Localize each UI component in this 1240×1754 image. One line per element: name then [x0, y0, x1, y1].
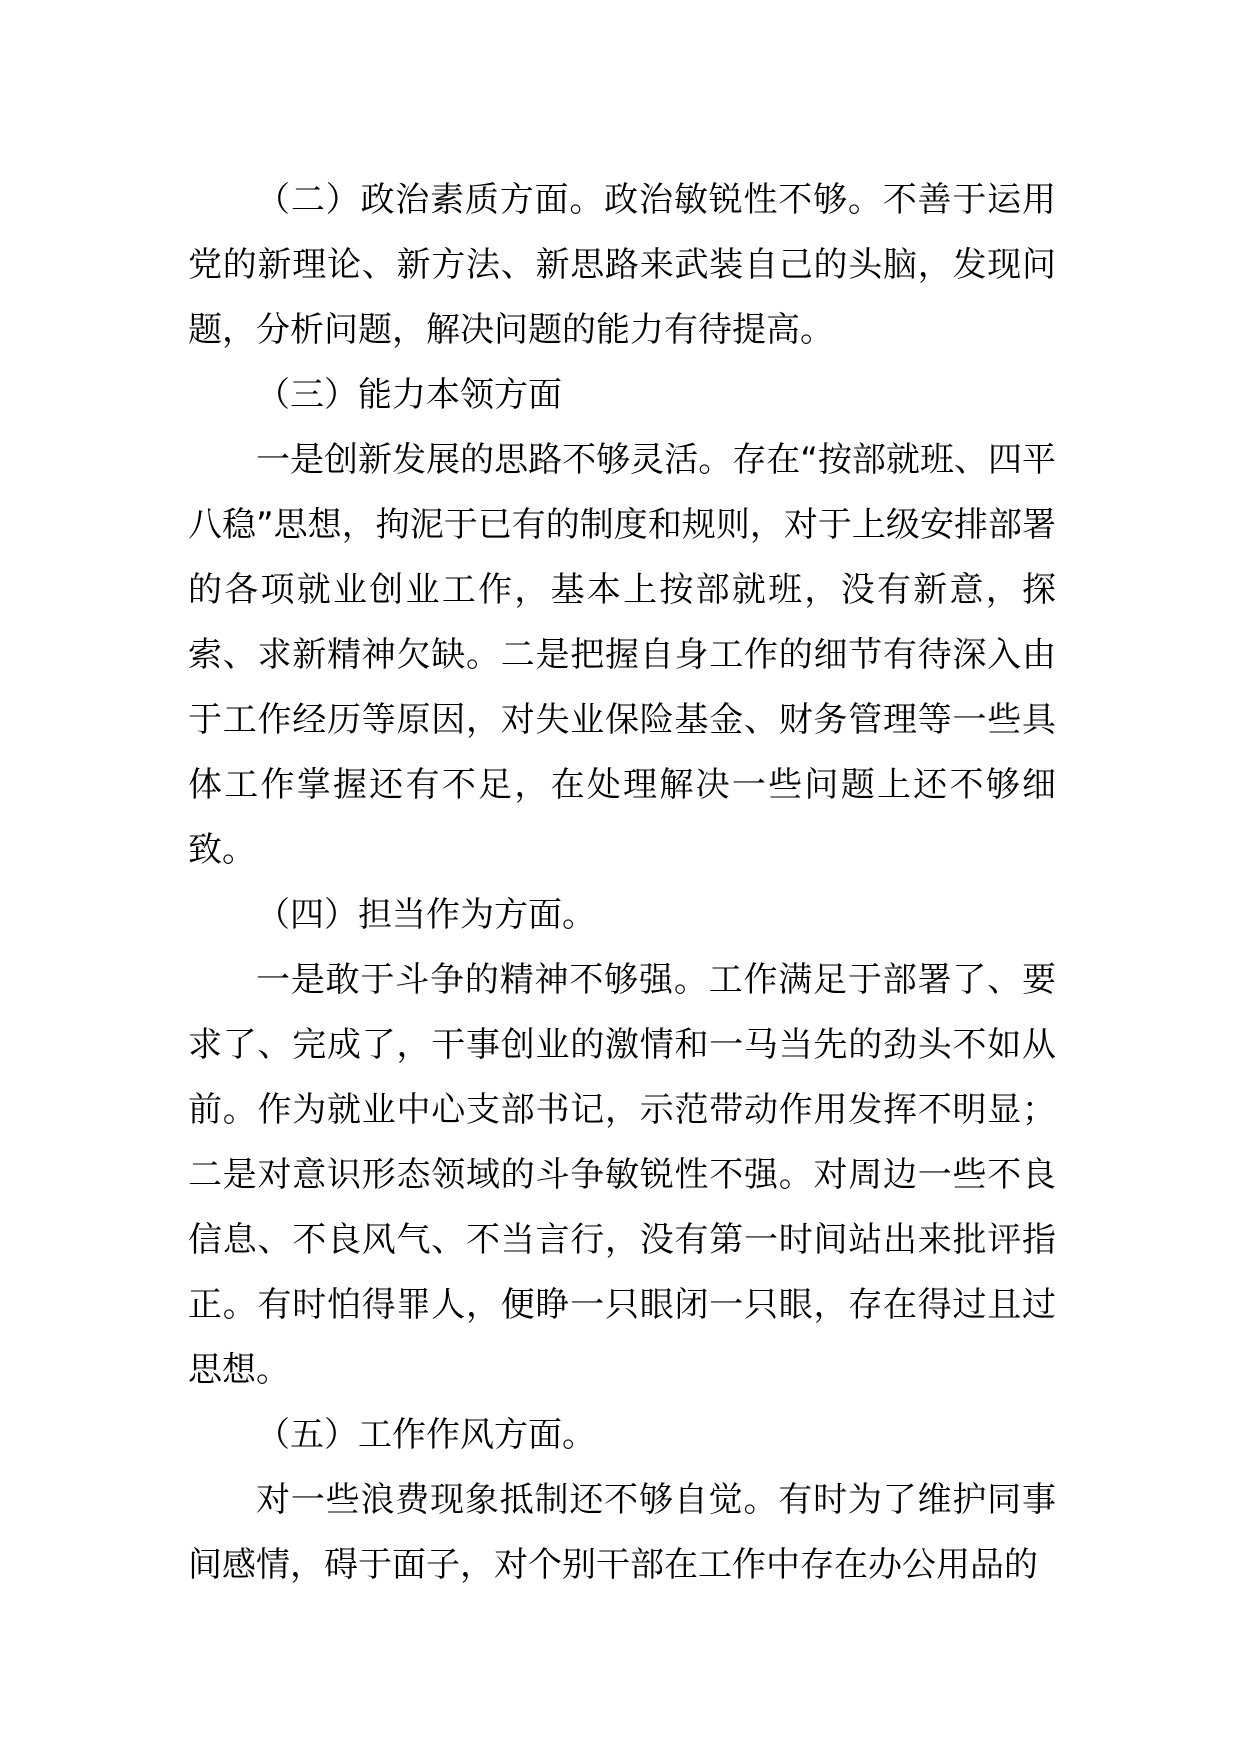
- paragraph-work-style: 对一些浪费现象抵制还不够自觉。有时为了维护同事间感情，碍于面子，对个别干部在工作中存在办公用品的: [188, 1480, 1056, 1585]
- heading-responsibility: （四）担当作为方面。: [256, 895, 596, 935]
- paragraph-political-quality: （二）政治素质方面。政治敏锐性不够。不善于运用党的新理论、新方法、新思路来武装自己的头脑，发现问题，分析问题，解决问题的能力有待提高。: [188, 180, 1056, 350]
- heading-work-style: （五）工作作风方面。: [256, 1415, 596, 1455]
- paragraph-ability-skills: 一是创新发展的思路不够灵活。存在“按部就班、四平八稳”思想，拘泥于已有的制度和规则，对于上级安排部署的各项就业创业工作，基本上按部就班，没有新意，探索、求新精神欠缺。二是把握自身工作的细节有待深入由于工作经历等原因，对失业保险基金、财务管理等一些具体工作掌握还有不足，在处理解决一些问题上还不够细致。: [188, 440, 1056, 870]
- paragraph-responsibility: 一是敢于斗争的精神不够强。工作满足于部署了、要求了、完成了，干事创业的激情和一马当先的劲头不如从前。作为就业中心支部书记，示范带动作用发挥不明显；二是对意识形态领域的斗争敏锐性不强。对周边一些不良信息、不良风气、不当言行，没有第一时间站出来批评指正。有时怕得罪人，便睁一只眼闭一只眼，存在得过且过思想。: [188, 960, 1056, 1390]
- heading-ability-skills: （三）能力本领方面: [256, 375, 562, 415]
- document-page: [188, 168, 1056, 1598]
